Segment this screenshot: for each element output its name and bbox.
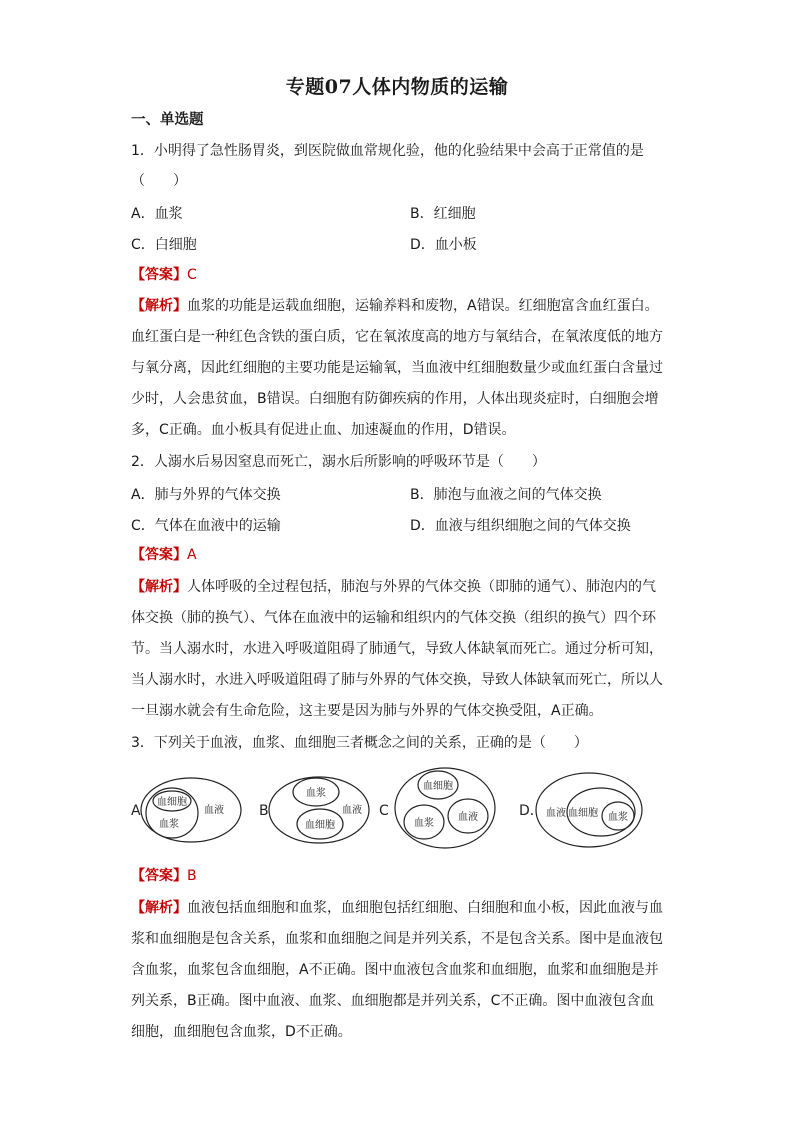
q3-analysis-line5: 细胞，血细胞包含血浆，D不正确。 <box>131 1024 352 1040</box>
q3-analysis-line2: 浆和血细胞是包含关系，血浆和血细胞之间是并列关系，不是包含关系。图中是血液包 <box>131 931 663 947</box>
analysis-tag: 【解析】 <box>131 579 187 595</box>
q2-analysis-line1 <box>131 577 656 597</box>
q2-answer-value: A <box>187 547 197 563</box>
diagram-label-a: A <box>131 803 141 819</box>
q3-venn-diagrams <box>125 760 645 860</box>
diagram-label-c: C <box>379 803 389 819</box>
analysis-tag: 【解析】 <box>131 900 187 916</box>
q1-analysis-line1 <box>131 296 659 316</box>
q3-stem: 3．下列关于血液，血浆、血细胞三者概念之间的关系，正确的是（ ） <box>131 735 588 751</box>
analysis-tag: 【解析】 <box>131 298 187 314</box>
q2-option-c: C．气体在血液中的运输 <box>131 518 281 534</box>
q2-analysis-line3: 节。当人溺水时，水进入呼吸道阻碍了肺通气，导致人体缺氧而死亡。通过分析可知， <box>131 641 663 657</box>
q2-option-a: A．肺与外界的气体交换 <box>131 487 281 503</box>
diagram-label-d: D． <box>519 803 544 819</box>
q3-analysis-line4: 列关系，B正确。图中血液、血浆、血细胞都是并列关系，C不正确。图中血液包含血 <box>131 993 655 1009</box>
answer-tag: 【答案】 <box>131 547 187 563</box>
diagram-c-label-xuexibao: 血细胞 <box>423 781 453 792</box>
q1-option-a: A．血浆 <box>131 206 183 222</box>
q3-analysis-line3: 含血浆，血浆包含血细胞，A不正确。图中血液包含血浆和血细胞，血浆和血细胞是并 <box>131 962 659 978</box>
diagram-a-label-xuexibao: 血细胞 <box>157 797 187 808</box>
section-heading: 一、单选题 <box>131 111 204 128</box>
diagram-c-label-xuejiang: 血浆 <box>414 818 434 829</box>
q2-analysis-line5: 一旦溺水就会有生命危险，这主要是因为肺与外界的气体交换受阻，A正确。 <box>131 703 603 719</box>
diagram-a-label-xueye: 血液 <box>204 805 224 816</box>
page-title: 专题07人体内物质的运输 <box>285 76 509 98</box>
q2-analysis-line4: 当人溺水时，水进入呼吸道阻碍了肺与外界的气体交换，导致人体缺氧而死亡，所以人 <box>131 672 663 688</box>
q1-answer <box>131 265 197 285</box>
q1-answer-value: C <box>187 267 197 283</box>
diagram-b-label-xuejiang: 血浆 <box>306 788 326 799</box>
diagram-b-label-xueye: 血液 <box>342 805 362 816</box>
diagram-a-middle-ellipse <box>146 788 198 838</box>
q2-option-b: B．肺泡与血液之间的气体交换 <box>410 487 602 503</box>
diagram-d-label-xueye: 血液 <box>546 808 566 819</box>
q1-analysis-line4: 少时，人会患贫血，B错误。白细胞有防御疾病的作用，人体出现炎症时，白细胞会增 <box>131 391 659 407</box>
q2-stem: 2．人溺水后易因窒息而死亡，溺水后所影响的呼吸环节是（ ） <box>131 454 546 470</box>
q3-answer <box>131 866 197 886</box>
diagram-b-label-xuexibao: 血细胞 <box>305 820 335 831</box>
q1-analysis-line5: 多，C正确。血小板具有促进止血、加速凝血的作用，D错误。 <box>131 422 516 438</box>
diagram-d-label-xuexibao: 血细胞 <box>568 808 598 819</box>
diagram-label-b: B <box>259 803 269 819</box>
q1-option-c: C．白细胞 <box>131 237 197 253</box>
q1-stem-line2: （ ） <box>131 173 187 189</box>
q2-analysis-text1: 人体呼吸的全过程包括，肺泡与外界的气体交换（即肺的通气）、肺泡内的气 <box>187 579 656 595</box>
answer-tag: 【答案】 <box>131 267 187 283</box>
q1-analysis-line2: 血红蛋白是一种红色含铁的蛋白质，它在氧浓度高的地方与氧结合，在氧浓度低的地方 <box>131 329 663 345</box>
q1-analysis-line3: 与氧分离，因此红细胞的主要功能是运输氧，当血液中红细胞数量少或血红蛋白含量过 <box>131 360 663 376</box>
answer-tag: 【答案】 <box>131 868 187 884</box>
q3-analysis-line1 <box>131 898 663 918</box>
diagram-d-label-xuejiang: 血浆 <box>608 812 628 823</box>
q2-analysis-line2: 体交换（肺的换气）、气体在血液中的运输和组织内的气体交换（组织的换气）四个环 <box>131 610 656 626</box>
diagram-c-outer-ellipse <box>395 768 495 848</box>
q1-option-d: D．血小板 <box>410 237 477 253</box>
q3-answer-value: B <box>187 868 197 884</box>
q2-option-d: D．血液与组织细胞之间的气体交换 <box>410 518 631 534</box>
q1-option-b: B．红细胞 <box>410 206 476 222</box>
q1-stem-line1: 1．小明得了急性肠胃炎，到医院做血常规化验，他的化验结果中会高于正常值的是 <box>131 143 644 159</box>
diagram-a-label-xuejiang: 血浆 <box>159 819 179 830</box>
q1-analysis-text1: 血浆的功能是运载血细胞，运输养料和废物，A错误。红细胞富含血红蛋白。 <box>187 298 659 314</box>
q2-answer <box>131 545 197 565</box>
q3-analysis-text1: 血液包括血细胞和血浆，血细胞包括红细胞、白细胞和血小板，因此血液与血 <box>187 900 663 916</box>
diagram-c-label-xueye: 血液 <box>458 812 478 823</box>
